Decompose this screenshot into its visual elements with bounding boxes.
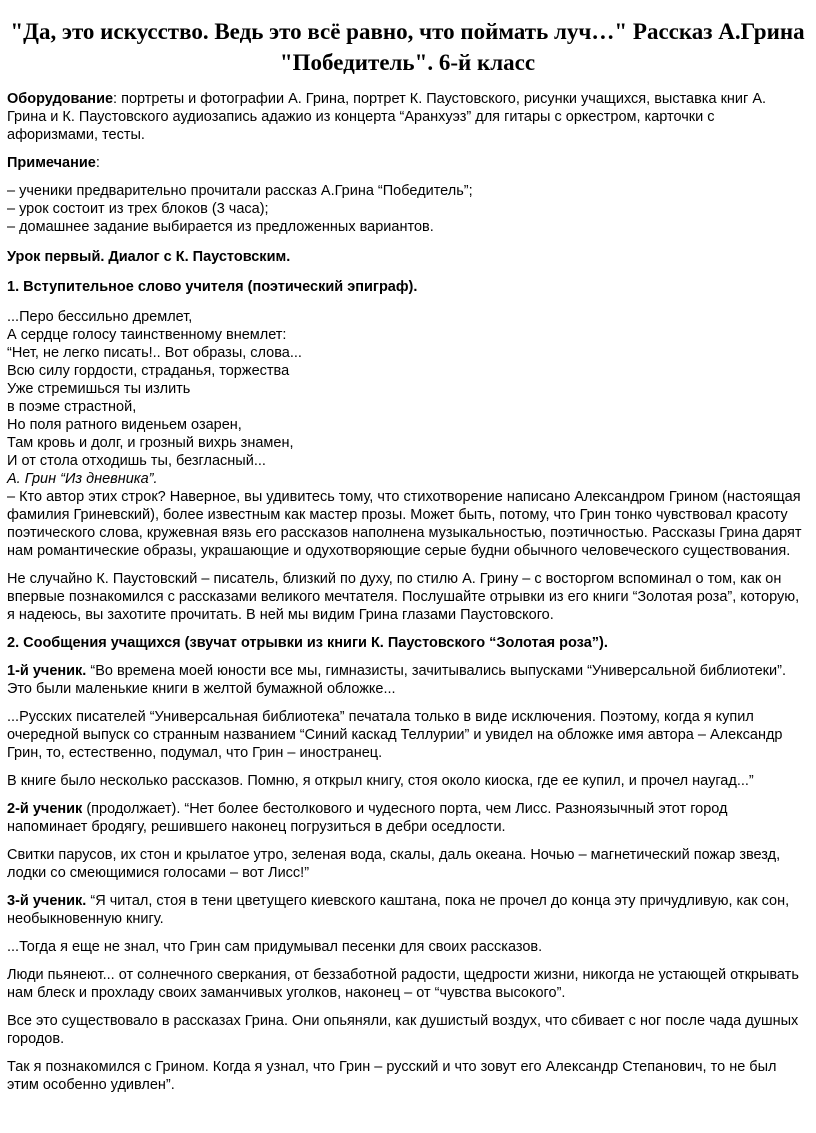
body-paragraph: Все это существовало в рассказах Грина. Они опьяняли, как душистый воздух, что сбивает с ног после чада душных городов. [7,1013,799,1047]
student1-paragraph [7,662,808,698]
body-paragraph: Люди пьянеют... от солнечного сверкания, от беззаботной радости, щедрости жизни, никогда не устающей открывать нам блеск и прохладу своих заманчивых уголков, наконец – от “чувства высокого”. [7,967,799,1001]
student1-label: 1-й ученик. [7,663,87,679]
body-paragraph: ...Русских писателей “Универсальная библиотека” печатала только в виде исключения. Поэтому, когда я купил очередной выпуск со странным названием “Синий каскад Теллурии” и увидел на обложке имя автора – Александр Грин, то, естественно, подумал, что Грин – иностранец. [7,709,783,761]
note-heading [7,154,808,172]
poem-epigraph [7,308,808,488]
equipment-paragraph [7,90,808,144]
poem-line: ...Перо бессильно дремлет, [7,309,193,325]
body-paragraph: Свитки парусов, их стон и крылатое утро, зеленая вода, скалы, даль океана. Ночью – магнетический пожар звезд, лодки со смеющимися голосами – вот Лисс!” [7,847,781,881]
poem-line: Но поля ратного виденьем озарен, [7,417,242,433]
poem-line: И от стола отходишь ты, безгласный... [7,453,266,469]
note-label: Примечание [7,155,96,171]
note-item: – урок состоит из трех блоков (3 часа); [7,201,269,217]
poem-line: в поэме страстной, [7,399,137,415]
body-paragraph: В книге было несколько рассказов. Помню, я открыл книгу, стоя около киоска, где ее купил, и прочел наугад...” [7,773,754,789]
student2-label: 2-й ученик [7,801,83,817]
note-item: – ученики предварительно прочитали рассказ А.Грина “Победитель”; [7,183,473,199]
student2-paragraph [7,800,808,836]
body-paragraph: Не случайно К. Паустовский – писатель, близкий по духу, по стилю А. Грину – с восторгом вспоминал о том, как он впервые познакомился с рассказами великого мечтателя. Послушайте отрывки из его книги “Золотая роза”, которую, я надеюсь, вы захотите прочитать. В ней мы видим Грина глазами Паустовского. [7,571,800,623]
poem-line: А сердце голосу таинственному внемлет: [7,327,287,343]
poem-source: А. Грин “Из дневника”. [7,471,158,487]
poem-line: Всю силу гордости, страданья, торжества [7,363,290,379]
section1-heading: 1. Вступительное слово учителя (поэтический эпиграф). [7,279,418,295]
poem-line: Уже стремишься ты излить [7,381,191,397]
student1-text: “Во времена моей юности все мы, гимназисты, зачитывались выпусками “Универсальной библиотеки”. Это были маленькие книги в желтой бумажной обложке... [7,663,786,697]
poem-line: Там кровь и долг, и грозный вихрь знамен, [7,435,294,451]
student3-paragraph [7,892,808,928]
body-paragraph: – Кто автор этих строк? Наверное, вы удивитесь тому, что стихотворение написано Александром Грином (настоящая фамилия Гриневский), более известным как мастер прозы. Может быть, потому, что Грин тонко чувствовал красоту поэтического слова, кружевная вязь его рассказов наполнена музыкальностью, поэтичностью. Рассказы Грина дарят нам романтические образы, украшающие и одухотворяющие серые будни обычного человеческого существования. [7,489,802,559]
page-title: "Да, это искусство. Ведь это всё равно, что поймать луч…" Рассказ А.Грина "Победитель". 6-й класс [10,19,805,75]
student3-text: “Я читал, стоя в тени цветущего киевского каштана, пока не прочел до конца эту причудливую, как сон, необыкновенную книгу. [7,893,790,927]
lesson1-heading: Урок первый. Диалог с К. Паустовским. [7,249,291,265]
section2-heading: 2. Сообщения учащихся (звучат отрывки из книги К. Паустовского “Золотая роза”). [7,635,608,651]
body-paragraph: ...Тогда я еще не знал, что Грин сам придумывал песенки для своих рассказов. [7,939,543,955]
note-item: – домашнее задание выбирается из предложенных вариантов. [7,219,434,235]
student3-label: 3-й ученик. [7,893,87,909]
note-colon: : [95,155,100,171]
note-list [7,182,808,236]
equipment-text: : портреты и фотографии А. Грина, портрет К. Паустовского, рисунки учащихся, выставка книг А. Грина и К. Паустовского аудиозапись адажио из концерта “Аранхуэз” для гитары с оркестром, карточки с афоризмами, тесты. [7,91,767,143]
student2-text: (продолжает). “Нет более бестолкового и чудесного порта, чем Лисс. Разноязычный этот город напоминает бродягу, решившего наконец погрузиться в дебри оседлости. [7,801,728,835]
body-paragraph: Так я познакомился с Грином. Когда я узнал, что Грин – русский и что зовут его Александр Степанович, то не был этим особенно удивлен”. [7,1059,777,1093]
equipment-label: Оборудование [7,91,114,107]
poem-line: “Нет, не легко писать!.. Вот образы, слова... [7,345,302,361]
